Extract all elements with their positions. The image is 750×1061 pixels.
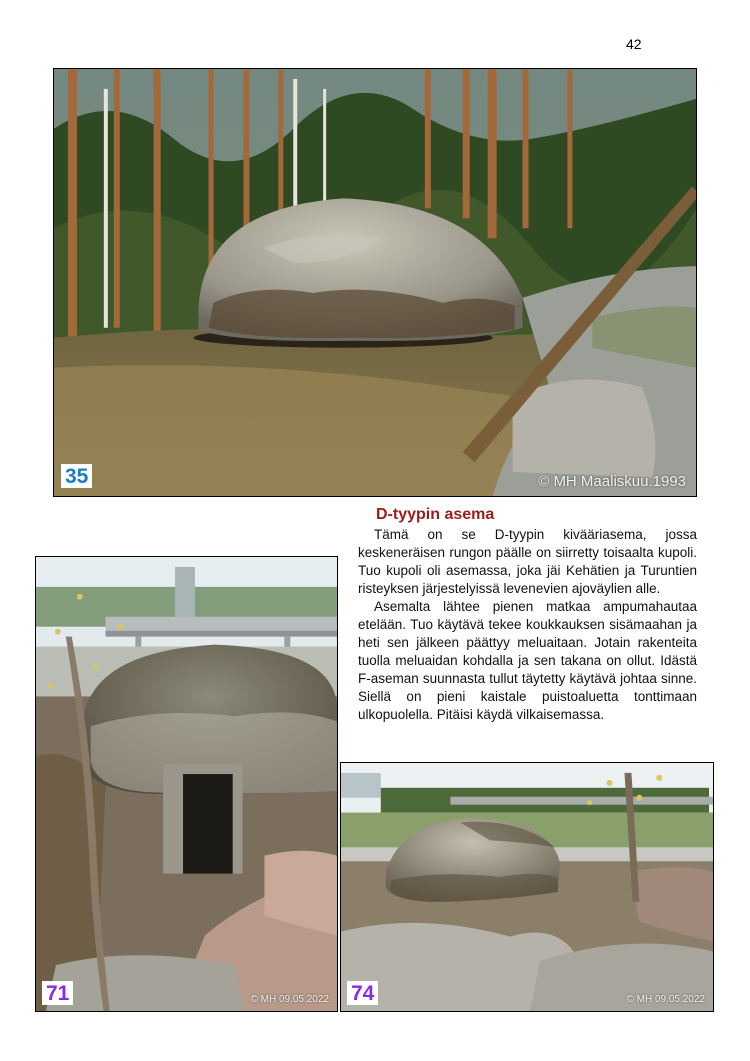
photo-35-bunker-dome-forest	[53, 68, 697, 497]
page-number: 42	[626, 36, 642, 52]
photo-71-image	[36, 557, 337, 1011]
photo-number-badge: 35	[61, 464, 92, 488]
article	[358, 506, 697, 724]
photo-credit: © MH Maaliskuu.1993	[538, 473, 686, 490]
photo-number-badge: 74	[347, 981, 378, 1005]
article-paragraph: Asemalta lähtee pienen matkaa ampumahautaa etelään. Tuo käytävä tekee koukkauksen sisämaahan ja heti sen jälkeen päättyy meluaitaan. Jotain rakenteita tuolla meluaidan kohdalla ja sen takana on ollut. Idästä F-aseman suunnasta tullut täytetty käytävä johtaa sinne. Siellä on pieni kaistale puistoaluetta tonttimaan ulkopuolella. Pitäisi käydä vilkaisemassa.	[358, 599, 697, 722]
article-paragraph: Tämä on se D-tyypin kivääriasema, jossa keskeneräisen rungon päälle on siirretty toisaalta kupoli. Tuo kupoli oli asemassa, joka jäi Kehätien ja Turuntien risteyksen järjestelyissä levenevien ajoväylien alle.	[358, 527, 697, 596]
photo-71-bunker-entrance	[35, 556, 338, 1012]
photo-number-badge: 71	[42, 981, 73, 1005]
photo-credit: © MH 09.05.2022	[626, 994, 705, 1005]
photo-74-image	[341, 763, 713, 1011]
photo-35-image	[54, 69, 696, 496]
article-heading: D-tyypin asema	[376, 506, 495, 523]
photo-74-bunker-dome-bridge	[340, 762, 714, 1012]
photo-credit: © MH 09.05.2022	[250, 994, 329, 1005]
